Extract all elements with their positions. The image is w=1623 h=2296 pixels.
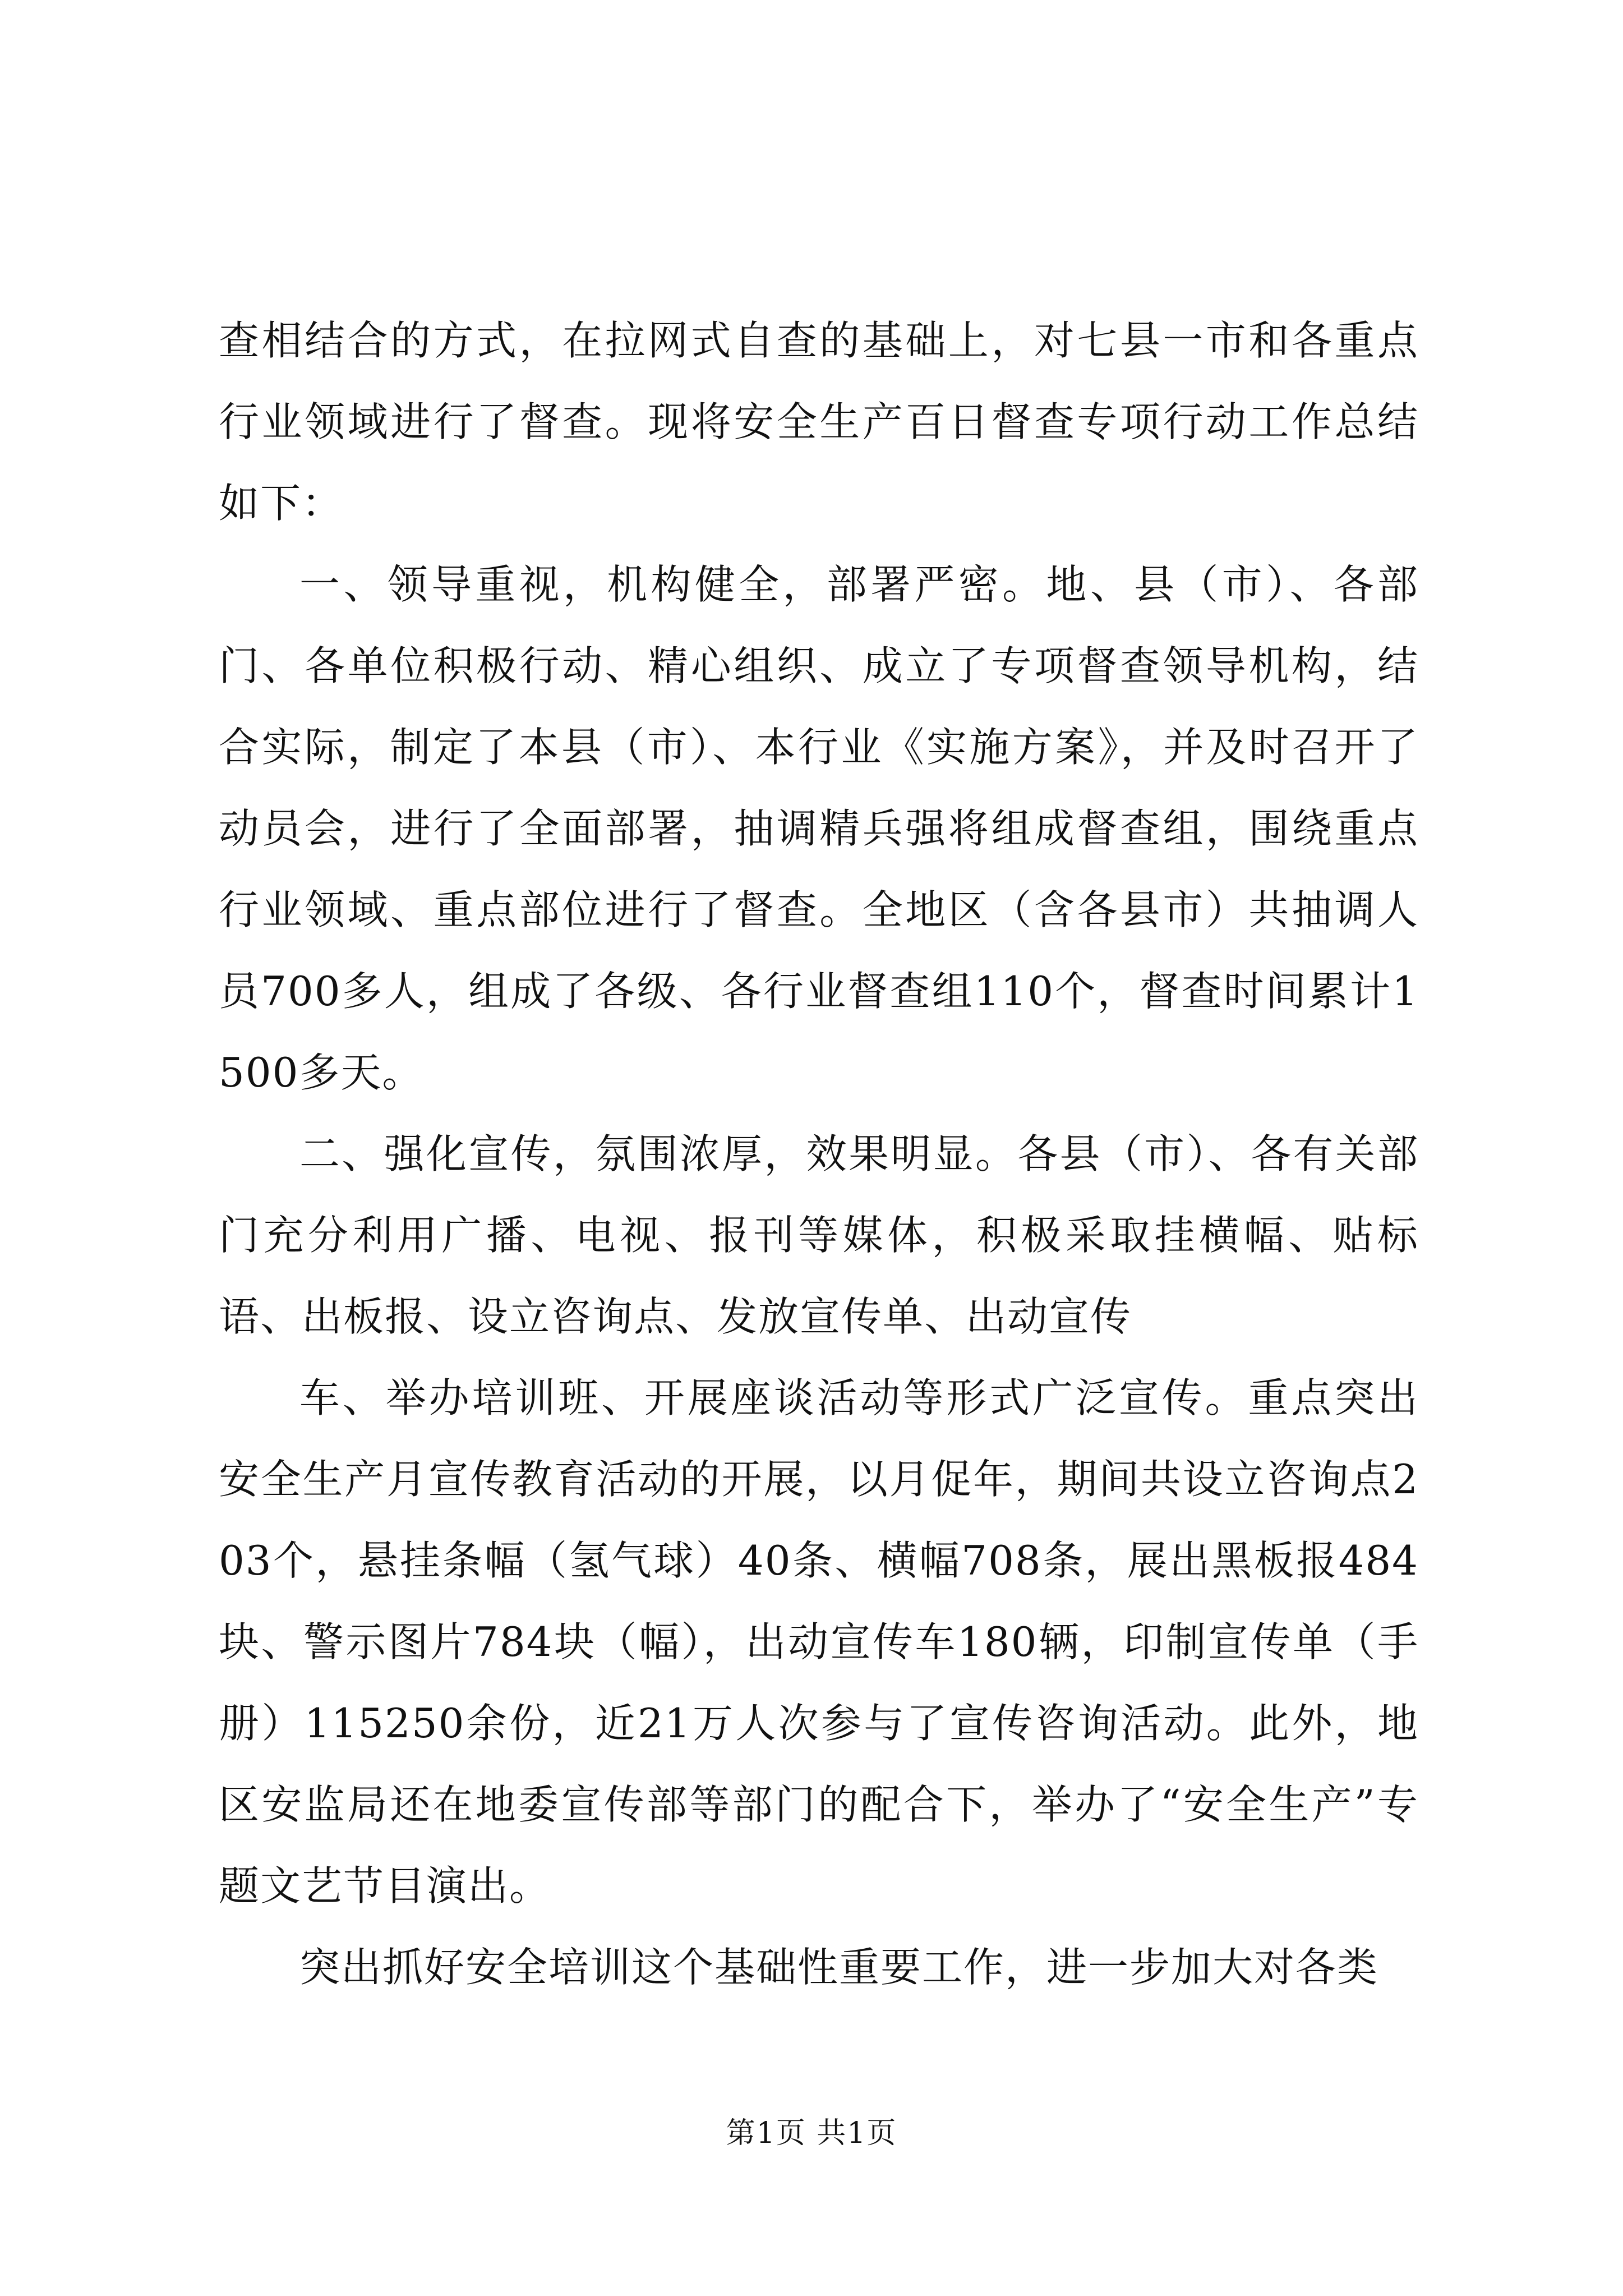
paragraph: 一、领导重视，机构健全，部署严密。地、县（市）、各部门、各单位积极行动、精心组织、成立了专项督查领导机构，结合实际，制定了本县（市）、本行业《实施方案》，并及时召开了动员会，进行了全面部署，抽调精兵强将组成督查组，围绕重点行业领域、重点部位进行了督查。全地区（含各县市）共抽调人员700多人，组成了各级、各行业督查组110个，督查时间累计1500多天。 (219, 561, 1419, 1096)
paragraph: 突出抓好安全培训这个基础性重要工作，进一步加大对各类 (299, 1944, 1379, 1991)
paragraph: 车、举办培训班、开展座谈活动等形式广泛宣传。重点突出安全生产月宣传教育活动的开展，以月促年，期间共设立咨询点203个，悬挂条幅（氢气球）40条、横幅708条，展出黑板报484块、警示图片784块（幅），出动宣传车180辆，印制宣传单（手册）115250余份，近21万人次参与了宣传咨询活动。此外，地区安监局还在地委宣传部等部门的配合下，举办了“安全生产”专题文艺节目演出。 (219, 1374, 1419, 1910)
page-number-footer: 第1页 共1页 (726, 2116, 897, 2150)
paragraph: 二、强化宣传，氛围浓厚，效果明显。各县（市）、各有关部门充分利用广播、电视、报刊等媒体，积极采取挂横幅、贴标语、出板报、设立咨询点、发放宣传单、出动宣传 (219, 1130, 1419, 1340)
document-body (219, 300, 1419, 2008)
paragraph: 查相结合的方式，在拉网式自查的基础上，对七县一市和各重点行业领域进行了督查。现将安全生产百日督查专项行动工作总结如下： (219, 317, 1419, 527)
